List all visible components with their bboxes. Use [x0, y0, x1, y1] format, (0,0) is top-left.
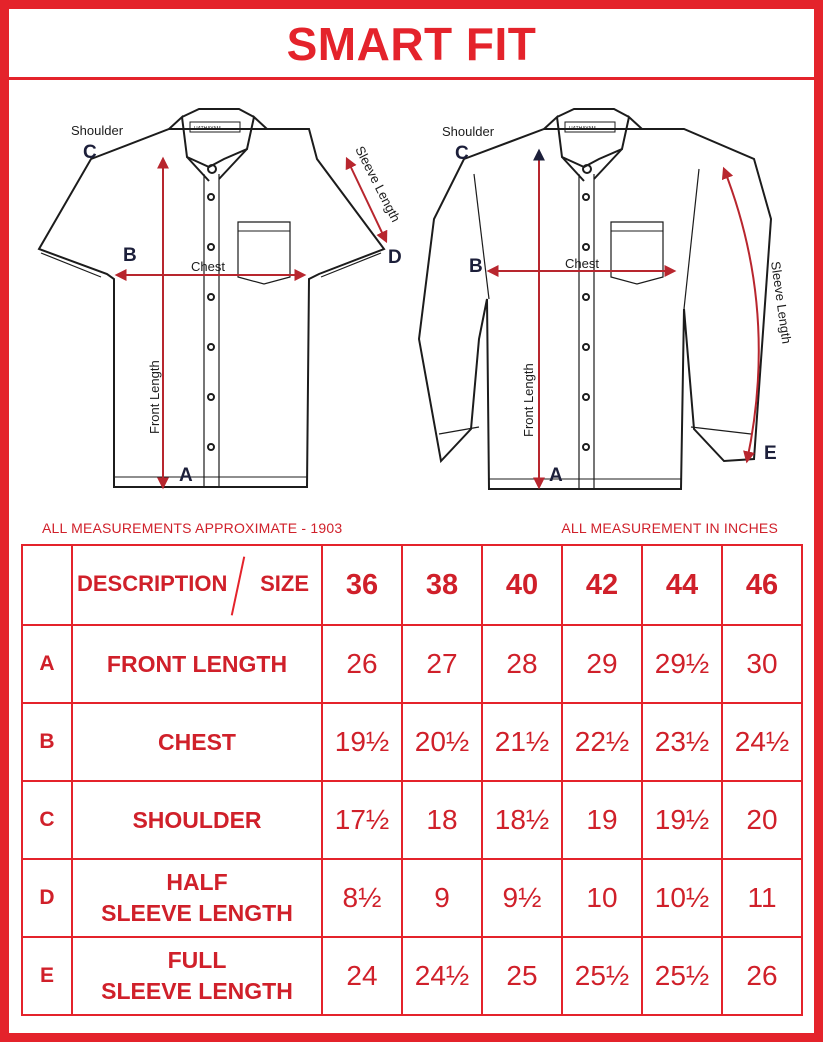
description-size-header	[72, 545, 322, 625]
value-cell: 11	[722, 859, 802, 937]
size-table	[21, 544, 803, 1016]
row-key: C	[22, 781, 72, 859]
table-row	[22, 703, 802, 781]
table-row	[22, 625, 802, 703]
size-header-row	[22, 545, 802, 625]
value-cell: 29	[562, 625, 642, 703]
value-cell: 28	[482, 625, 562, 703]
chest-label-left: Chest	[191, 259, 225, 274]
value-cell: 20½	[402, 703, 482, 781]
value-cell: 9½	[482, 859, 562, 937]
front-length-label-left: Front Length	[147, 360, 162, 434]
table-row	[22, 937, 802, 1015]
value-cell: 17½	[322, 781, 402, 859]
value-cell: 22½	[562, 703, 642, 781]
description-line1: SHOULDER	[132, 806, 262, 833]
row-key: D	[22, 859, 72, 937]
value-cell: 25½	[642, 937, 722, 1015]
row-key: B	[22, 703, 72, 781]
value-cell: 30	[722, 625, 802, 703]
shirt-diagrams	[9, 9, 814, 509]
letter-e: E	[764, 443, 777, 464]
value-cell: 10½	[642, 859, 722, 937]
value-cell: 20	[722, 781, 802, 859]
value-cell: 9	[402, 859, 482, 937]
shoulder-label-right: Shoulder	[442, 124, 495, 139]
page-title: SMART FIT	[286, 18, 537, 70]
row-description	[72, 703, 322, 781]
value-cell: 27	[402, 625, 482, 703]
brand-tag-left: UATHAYAM	[194, 126, 221, 132]
value-cell: 26	[722, 937, 802, 1015]
description-line1: HALF	[166, 869, 228, 895]
value-cell: 18½	[482, 781, 562, 859]
letter-c-left: C	[83, 142, 97, 163]
table-row	[22, 859, 802, 937]
size-42: 42	[562, 545, 642, 625]
value-cell: 19½	[642, 781, 722, 859]
description-line2: SLEEVE LENGTH	[101, 900, 293, 926]
sleeve-length-label-right: Sleeve Length	[768, 260, 795, 345]
measurement-note: ALL MEASUREMENTS APPROXIMATE - 1903	[42, 520, 343, 536]
row-key: E	[22, 937, 72, 1015]
value-cell: 10	[562, 859, 642, 937]
header-slash	[231, 556, 245, 615]
value-cell: 25½	[562, 937, 642, 1015]
value-cell: 19½	[322, 703, 402, 781]
front-length-label-right: Front Length	[521, 363, 536, 437]
size-header: SIZE	[260, 571, 309, 596]
letter-d: D	[388, 247, 402, 268]
table-row	[22, 781, 802, 859]
row-description	[72, 859, 322, 937]
value-cell: 19	[562, 781, 642, 859]
full-sleeve-shirt-drawing	[419, 109, 771, 489]
description-line1: FULL	[167, 947, 227, 973]
value-cell: 8½	[322, 859, 402, 937]
value-cell: 24	[322, 937, 402, 1015]
size-46: 46	[722, 545, 802, 625]
value-cell: 21½	[482, 703, 562, 781]
value-cell: 24½	[722, 703, 802, 781]
size-36: 36	[322, 545, 402, 625]
value-cell: 25	[482, 937, 562, 1015]
size-44: 44	[642, 545, 722, 625]
units-note: ALL MEASUREMENT IN INCHES	[561, 520, 778, 536]
row-description	[72, 781, 322, 859]
half-sleeve-shirt-drawing	[39, 109, 384, 487]
letter-b-left: B	[123, 245, 137, 266]
description-header: DESCRIPTION	[77, 571, 228, 596]
value-cell: 18	[402, 781, 482, 859]
size-38: 38	[402, 545, 482, 625]
brand-tag-right: UATHAYAM	[569, 126, 596, 132]
shoulder-label-left: Shoulder	[71, 123, 124, 138]
row-description	[72, 625, 322, 703]
size-chart-frame	[9, 9, 814, 1033]
letter-a-right: A	[549, 465, 563, 486]
value-cell: 29½	[642, 625, 722, 703]
description-line1: FRONT LENGTH	[106, 650, 288, 677]
letter-c-right: C	[455, 143, 469, 164]
letter-a-left: A	[179, 465, 193, 486]
chest-label-right: Chest	[565, 256, 599, 271]
size-40: 40	[482, 545, 562, 625]
row-key: A	[22, 625, 72, 703]
corner-cell	[22, 545, 72, 625]
value-cell: 24½	[402, 937, 482, 1015]
value-cell: 23½	[642, 703, 722, 781]
sleeve-length-label-left: Sleeve Length	[352, 143, 404, 225]
letter-b-right: B	[469, 256, 483, 277]
row-description	[72, 937, 322, 1015]
description-line2: SLEEVE LENGTH	[101, 978, 293, 1004]
description-line1: CHEST	[158, 728, 236, 755]
value-cell: 26	[322, 625, 402, 703]
